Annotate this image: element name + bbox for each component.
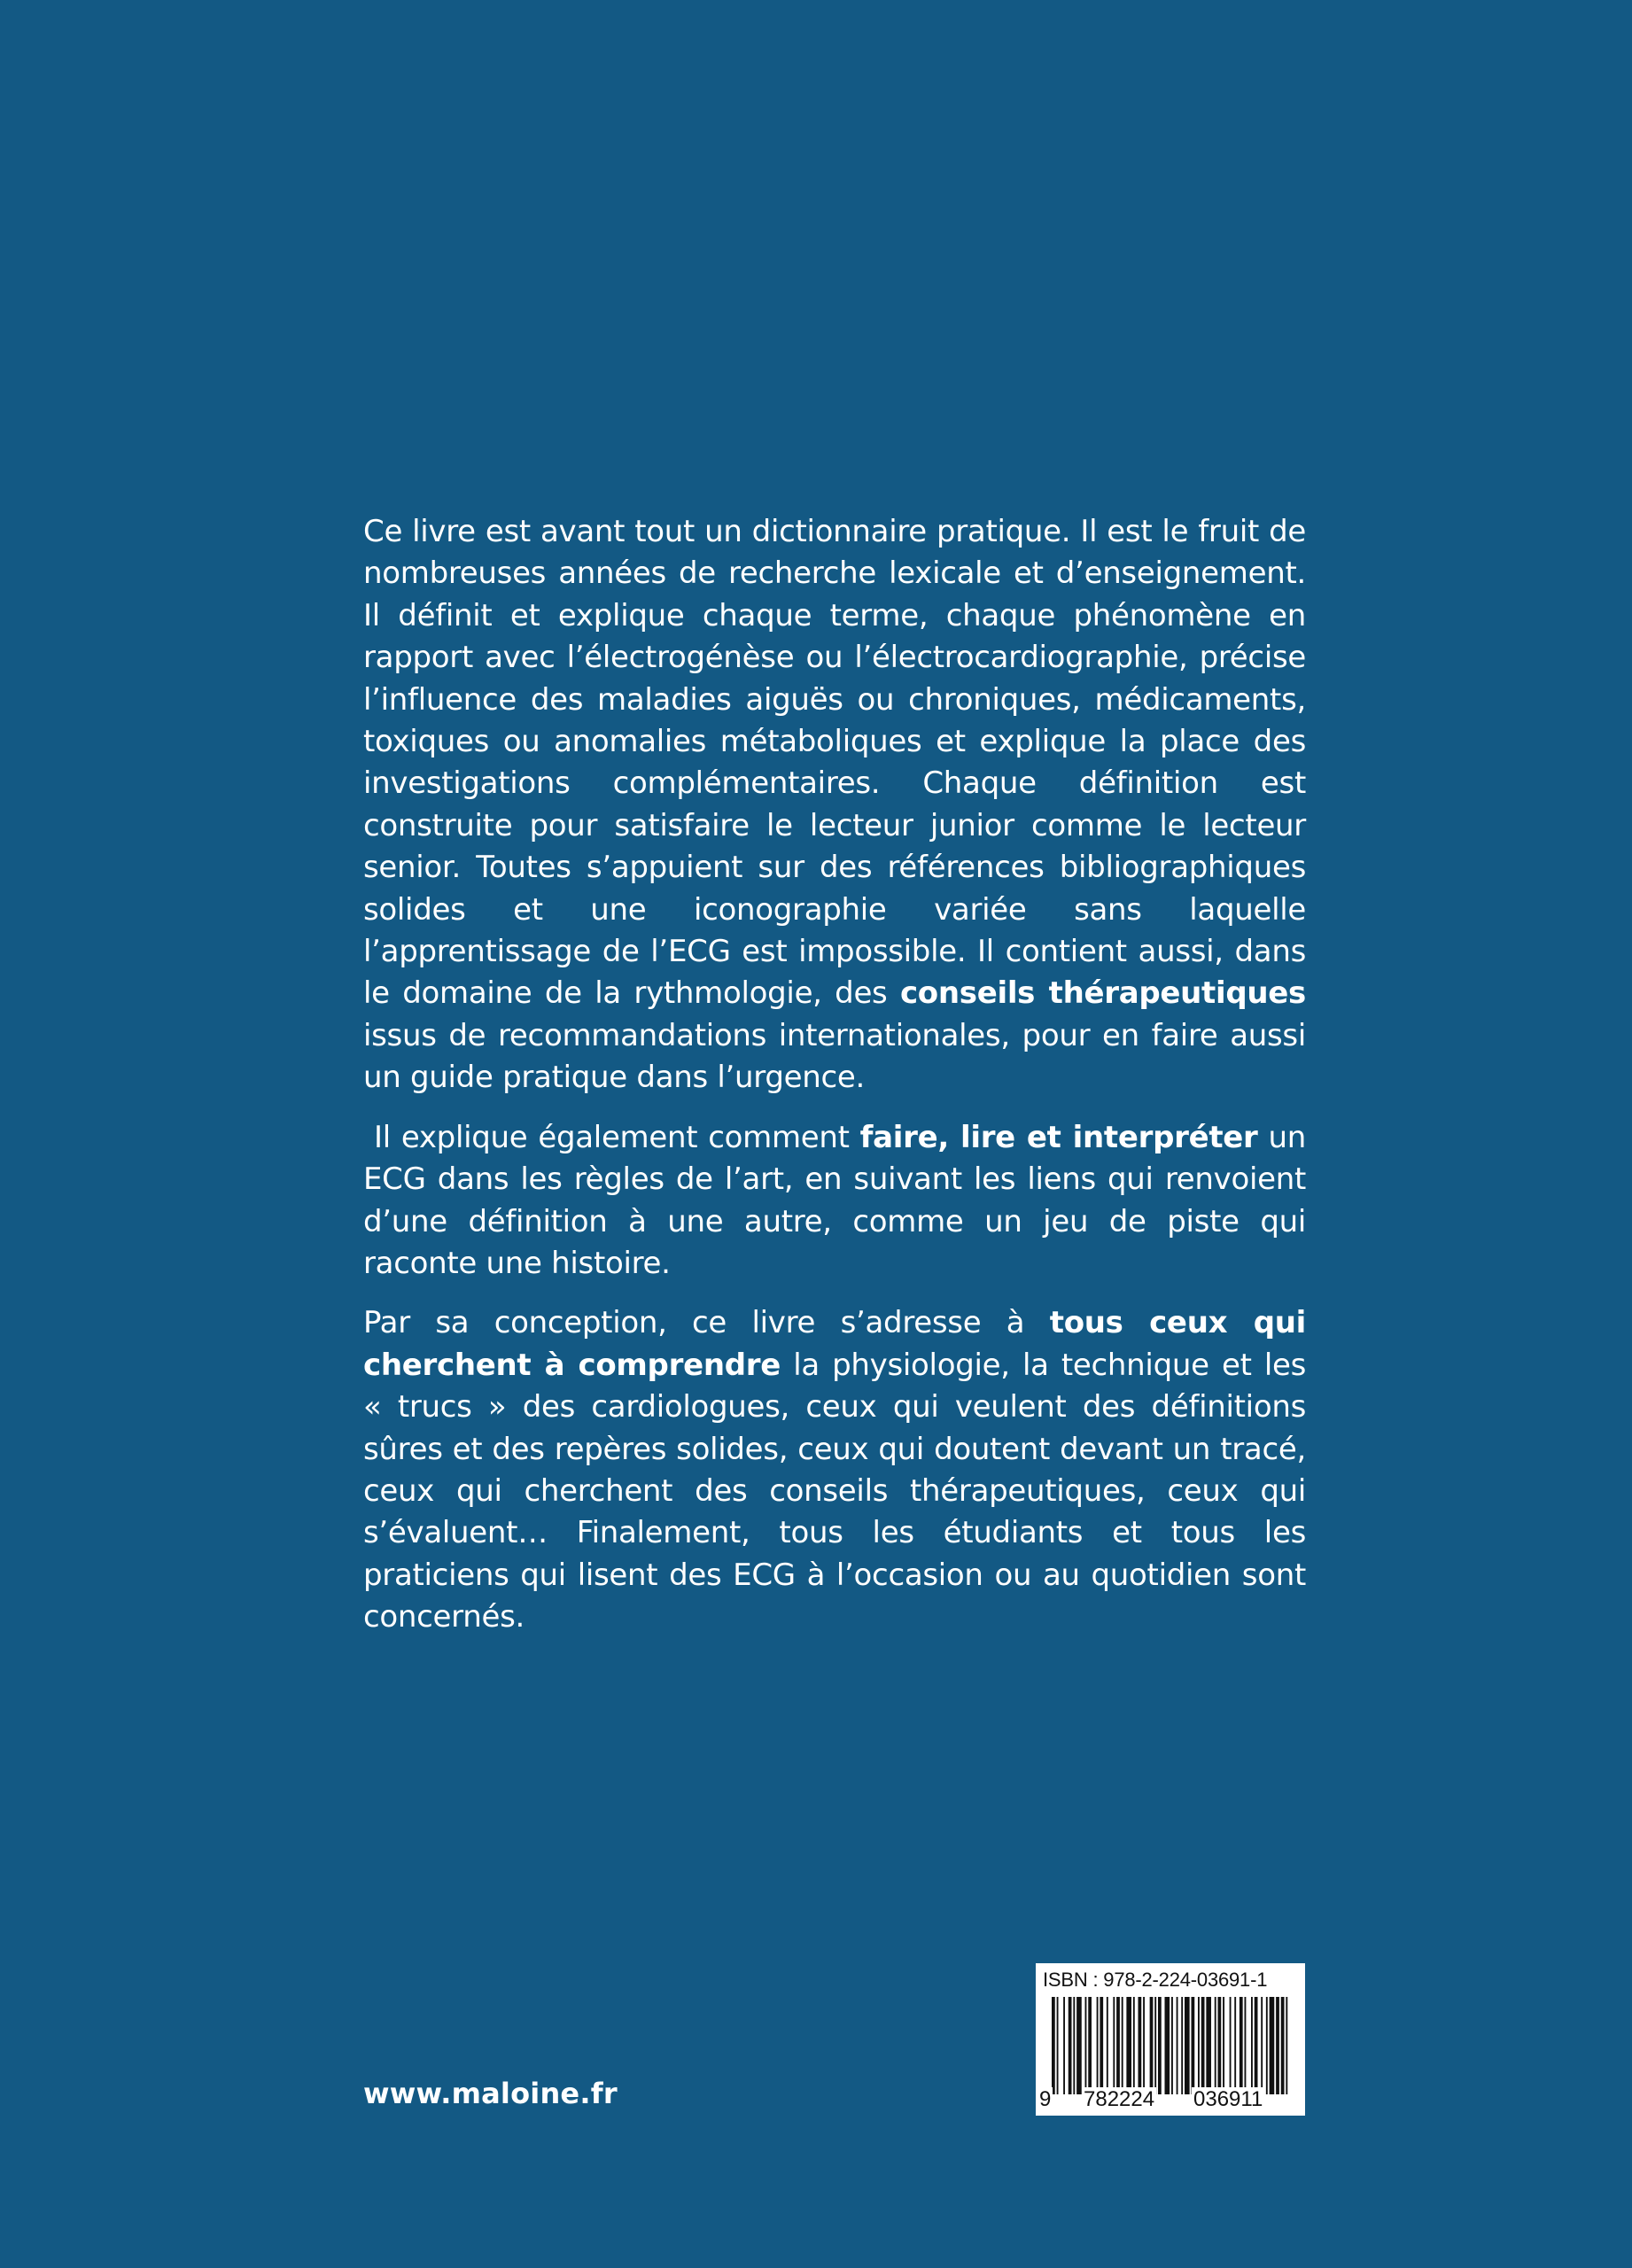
- blurb-paragraph-1-text-b: issus de recommandations internationales, pour en faire aussi un guide pratique dans l’urgence.: [363, 1017, 1306, 1096]
- blurb-text: [363, 511, 1306, 1657]
- barcode-bar: [1177, 1997, 1178, 2094]
- barcode-bar: [1266, 1997, 1268, 2094]
- blurb-paragraph-2-text-b: un ECG dans les règles de l’art, en suivant les liens qui renvoient d’une définition à une autre, comme un jeu de piste qui raconte une histoire.: [363, 1119, 1306, 1281]
- barcode-bar: [1270, 1997, 1275, 2094]
- blurb-paragraph-3-text-a: Par sa conception, ce livre s’adresse à: [363, 1305, 1050, 1341]
- blurb-paragraph-3: [363, 1302, 1306, 1638]
- barcode-bar: [1198, 1997, 1200, 2094]
- barcode-bar: [1097, 1997, 1099, 2094]
- barcode-bar: [1154, 1997, 1156, 2094]
- barcode-bar: [1116, 1997, 1120, 2094]
- barcode-bar: [1215, 1997, 1216, 2094]
- barcode-bar: [1245, 1997, 1247, 2094]
- blurb-paragraph-2-bold: faire, lire et interpréter: [859, 1119, 1258, 1155]
- barcode-bar: [1206, 1997, 1211, 2094]
- blurb-paragraph-2-text-a: Il explique également comment: [363, 1119, 860, 1155]
- barcode-bar: [1181, 1997, 1183, 2094]
- publisher-website-link[interactable]: www.maloine.fr: [363, 2077, 618, 2110]
- barcode-bar: [1171, 1997, 1173, 2094]
- barcode-bar: [1100, 1997, 1103, 2094]
- isbn-digit-first: 9: [1039, 2087, 1052, 2111]
- barcode-bar: [1113, 1997, 1115, 2094]
- isbn-label: ISBN : 978-2-224-03691-1: [1043, 1969, 1268, 1991]
- barcode-bar: [1192, 1997, 1195, 2094]
- blurb-paragraph-2: [363, 1117, 1306, 1285]
- barcode-bar: [1240, 1997, 1243, 2094]
- isbn-barcode: [1036, 1963, 1305, 2116]
- barcode-bar: [1281, 1997, 1285, 2094]
- blurb-paragraph-1: [363, 511, 1306, 1099]
- barcode-bar: [1107, 1997, 1108, 2094]
- barcode-bar: [1133, 1997, 1135, 2094]
- barcode-bar: [1076, 1997, 1082, 2094]
- barcode-bar: [1139, 1997, 1142, 2094]
- isbn-digits-left: 782224: [1084, 2087, 1155, 2111]
- isbn-digits: [1036, 2087, 1305, 2114]
- barcode-bar: [1261, 1997, 1263, 2094]
- barcode-bar: [1185, 1997, 1190, 2094]
- barcode-bar: [1251, 1997, 1253, 2094]
- barcode-bar: [1126, 1997, 1131, 2094]
- barcode-bar: [1073, 1997, 1075, 2094]
- barcode-bars: [1052, 1997, 1291, 2094]
- barcode-bar: [1201, 1997, 1205, 2094]
- barcode-bar: [1063, 1997, 1065, 2094]
- barcode-bar: [1085, 1997, 1087, 2094]
- barcode-bar: [1052, 1997, 1055, 2094]
- barcode-bar: [1165, 1997, 1170, 2094]
- barcode-bar: [1218, 1997, 1222, 2094]
- barcode-bar: [1230, 1997, 1232, 2094]
- barcode-bar: [1234, 1997, 1236, 2094]
- isbn-digits-right: 036911: [1193, 2087, 1263, 2111]
- barcode-bar: [1057, 1997, 1059, 2094]
- barcode-bar: [1088, 1997, 1092, 2094]
- barcode-bar: [1069, 1997, 1072, 2094]
- barcode-bar: [1150, 1997, 1154, 2094]
- barcode-bar: [1158, 1997, 1162, 2094]
- barcode-bar: [1143, 1997, 1145, 2094]
- blurb-paragraph-3-text-b: la physiologie, la technique et les « trucs » des cardiologues, ceux qui veulent des définitions sûres et des repères solides, ceux qui doutent devant un tracé, ceux qui cherchent des conseils thérapeutiques, ceux qui s’évaluent… Finalement, tous les étudiants et tous les praticiens qui lisent des ECG à l’occasion ou au quotidien sont concernés.: [363, 1347, 1306, 1635]
- barcode-bar: [1122, 1997, 1123, 2094]
- barcode-bar: [1255, 1997, 1258, 2094]
- blurb-paragraph-1-text-a: Ce livre est avant tout un dictionnaire pratique. Il est le fruit de nombreuses années de recherche lexicale et d’enseignement. Il définit et explique chaque terme, chaque phénomène en rapport avec l’électrogénèse ou l’électrocardiographie, précise l’influence des maladies aiguës ou chroniques, médicaments, toxiques ou anomalies métaboliques et explique la place des investigations complémentaires. Chaque définition est construite pour satisfaire le lecteur junior comme le lecteur senior. Toutes s’appuient sur des références bibliographiques solides et une iconographie variée sans laquelle l’apprentissage de l’ECG est impossible. Il contient aussi, dans le domaine de la rythmologie, des: [363, 514, 1306, 1012]
- blurb-paragraph-3-bold: tous ceux qui cherchent à comprendre: [363, 1305, 1306, 1383]
- barcode-bar: [1286, 1997, 1287, 2094]
- barcode-bar: [1276, 1997, 1279, 2094]
- blurb-paragraph-1-bold: conseils thérapeutiques: [899, 975, 1306, 1012]
- barcode-bar: [1223, 1997, 1224, 2094]
